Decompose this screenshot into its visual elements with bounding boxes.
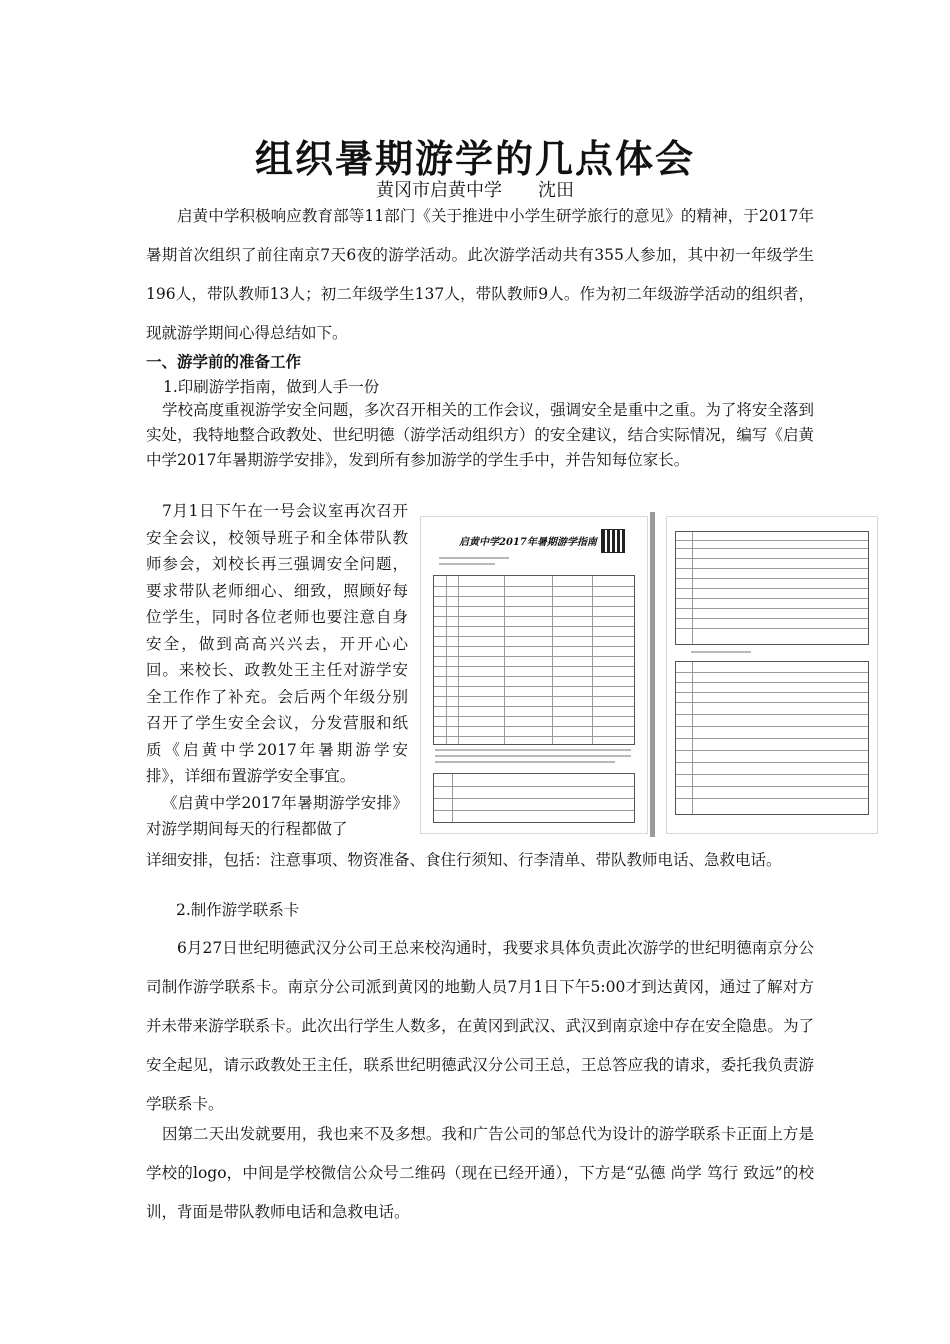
guide-page-2 [666, 516, 878, 834]
guide-page-1 [420, 516, 648, 834]
paragraph-safety: 学校高度重视游学安全问题，多次召开相关的工作会议，强调安全是重中之重。为了将安全落到实处，我特地整合政教处、世纪明德（游学活动组织方）的安全建议，结合实际情况，编写《启黄中学2017年暑期游学安排》，发到所有参加游学的学生手中，并告知每位家长。 [146, 401, 814, 469]
side-text [146, 498, 408, 843]
author-name: 沈田 [538, 180, 574, 201]
paragraph-schedule-start: 《启黄中学2017年暑期游学安排》对游学期间每天的行程都做了 [146, 793, 408, 838]
guide-page-title: 启黄中学2017年暑期游学指南 [459, 537, 597, 548]
paragraph-meeting: 7月1日下午在一号会议室再次召开安全会议，校领导班子和全体带队教师参会，刘校长再三强调安全问题，要求带队老师细心、细致，照顾好每位学生，同时各位老师也要注意自身安全，做到高高兴兴去，开开心心回。来校长、政教处王主任对游学安全工作作了补充。会后两个年级分别召开了学生安全会议，分发营服和纸质《启黄中学2017年暑期游学安排》，详细布置游学安全事宜。 [146, 502, 408, 785]
guide-figure [414, 512, 878, 837]
document-title: 组织暑期游学的几点体会 [254, 136, 695, 181]
rules-table-bottom [675, 661, 869, 815]
paragraph-schedule-end: 详细安排，包括：注意事项、物资准备、食住行须知、行李清单、带队教师电话、急救电话。 [146, 851, 782, 869]
author-school: 黄冈市启黄中学 [376, 180, 502, 201]
notice-table [433, 773, 635, 823]
rules-table-top [675, 531, 869, 645]
section-heading: 一、游学前的准备工作 [146, 352, 302, 371]
intro-paragraph: 启黄中学积极响应教育部等11部门《关于推进中小学生研学旅行的意见》的精神，于2017年暑期首次组织了前往南京7天6夜的游学活动。此次游学活动共有355人参加，其中初一年级学生196人，带队教师13人；初二年级学生137人，带队教师9人。作为初二年级游学活动的组织者，现就游学期间心得总结如下。 [146, 207, 814, 342]
paragraph-card: 6月27日世纪明德武汉分公司王总来校沟通时，我要求具体负责此次游学的世纪明德南京分公司制作游学联系卡。南京分公司派到黄冈的地勤人员7月1日下午5:00才到达黄冈，通过了解对方并未带来游学联系卡。此次出行学生人数多，在黄冈到武汉、武汉到南京途中存在安全隐患。为了安全起见，请示政教处王主任，联系世纪明德武汉分公司王总，王总答应我的请求，委托我负责游学联系卡。 [146, 939, 814, 1113]
subheading-card: 2.制作游学联系卡 [176, 901, 300, 919]
subheading-guide: 1.印刷游学指南，做到人手一份 [163, 378, 380, 396]
paragraph-card-design: 因第二天出发就要用，我也来不及多想。我和广告公司的邹总代为设计的游学联系卡正面上方是学校的logo，中间是学校微信公众号二维码（现在已经开通），下方是“弘德 尚学 笃行 致远”的校训，背面是带队教师电话和急救电话。 [146, 1125, 814, 1221]
qr-code-image [601, 529, 625, 553]
schedule-table [433, 575, 635, 745]
